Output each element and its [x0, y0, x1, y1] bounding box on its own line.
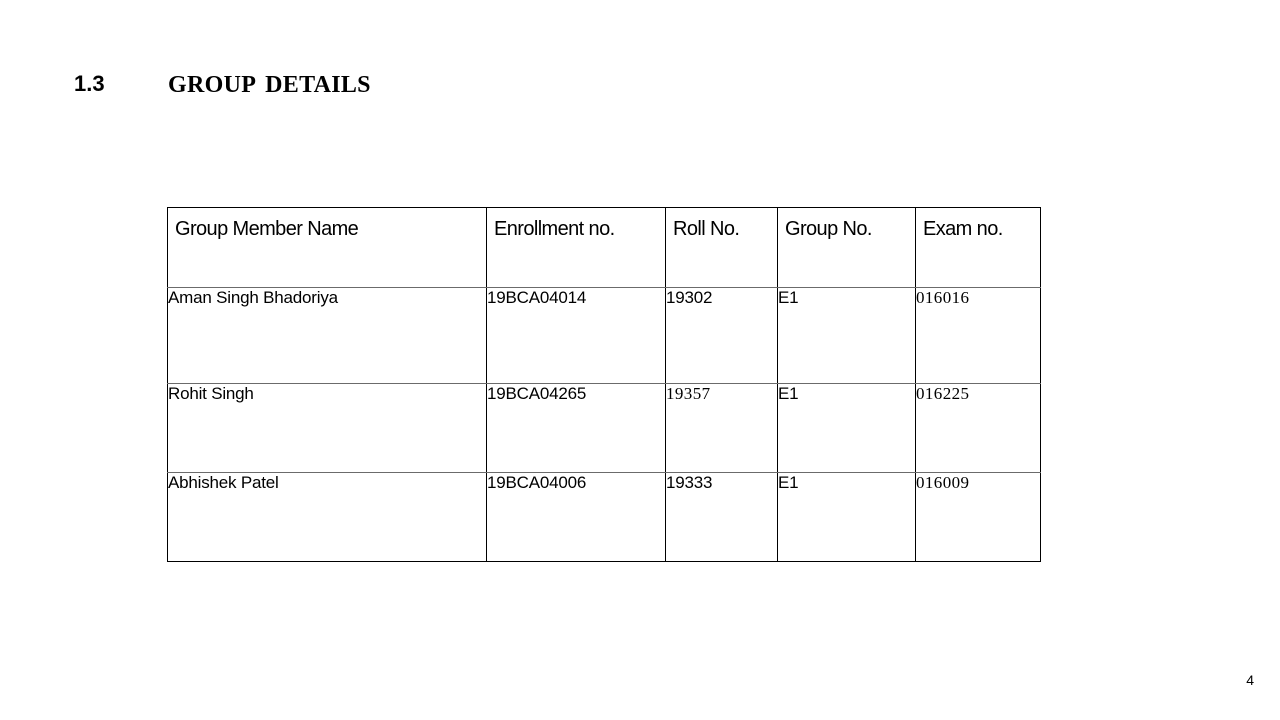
cell-member-name: Rohit Singh — [168, 384, 487, 473]
table-row — [168, 473, 1041, 562]
cell-member-name: Abhishek Patel — [168, 473, 487, 562]
cell-enrollment-no: 19BCA04014 — [487, 288, 666, 384]
header-member-name: Group Member Name — [168, 208, 487, 288]
table-header-row — [168, 208, 1041, 288]
header-roll-no: Roll No. — [666, 208, 778, 288]
table-row — [168, 384, 1041, 473]
cell-roll-no: 19302 — [666, 288, 778, 384]
cell-enrollment-no: 19BCA04006 — [487, 473, 666, 562]
header-enrollment-no: Enrollment no. — [487, 208, 666, 288]
page-number: 4 — [1246, 672, 1254, 688]
cell-member-name: Aman Singh Bhadoriya — [168, 288, 487, 384]
cell-exam-no: 016225 — [916, 384, 1041, 473]
cell-group-no: E1 — [778, 384, 916, 473]
header-group-no: Group No. — [778, 208, 916, 288]
cell-group-no: E1 — [778, 473, 916, 562]
section-title: GROUP DETAILS — [168, 72, 371, 98]
table-row — [168, 288, 1041, 384]
header-exam-no: Exam no. — [916, 208, 1041, 288]
cell-exam-no: 016016 — [916, 288, 1041, 384]
cell-enrollment-no: 19BCA04265 — [487, 384, 666, 473]
cell-group-no: E1 — [778, 288, 916, 384]
section-number: 1.3 — [74, 71, 105, 96]
group-details-table — [167, 207, 1041, 562]
cell-exam-no: 016009 — [916, 473, 1041, 562]
cell-roll-no: 19333 — [666, 473, 778, 562]
cell-roll-no: 19357 — [666, 384, 778, 473]
